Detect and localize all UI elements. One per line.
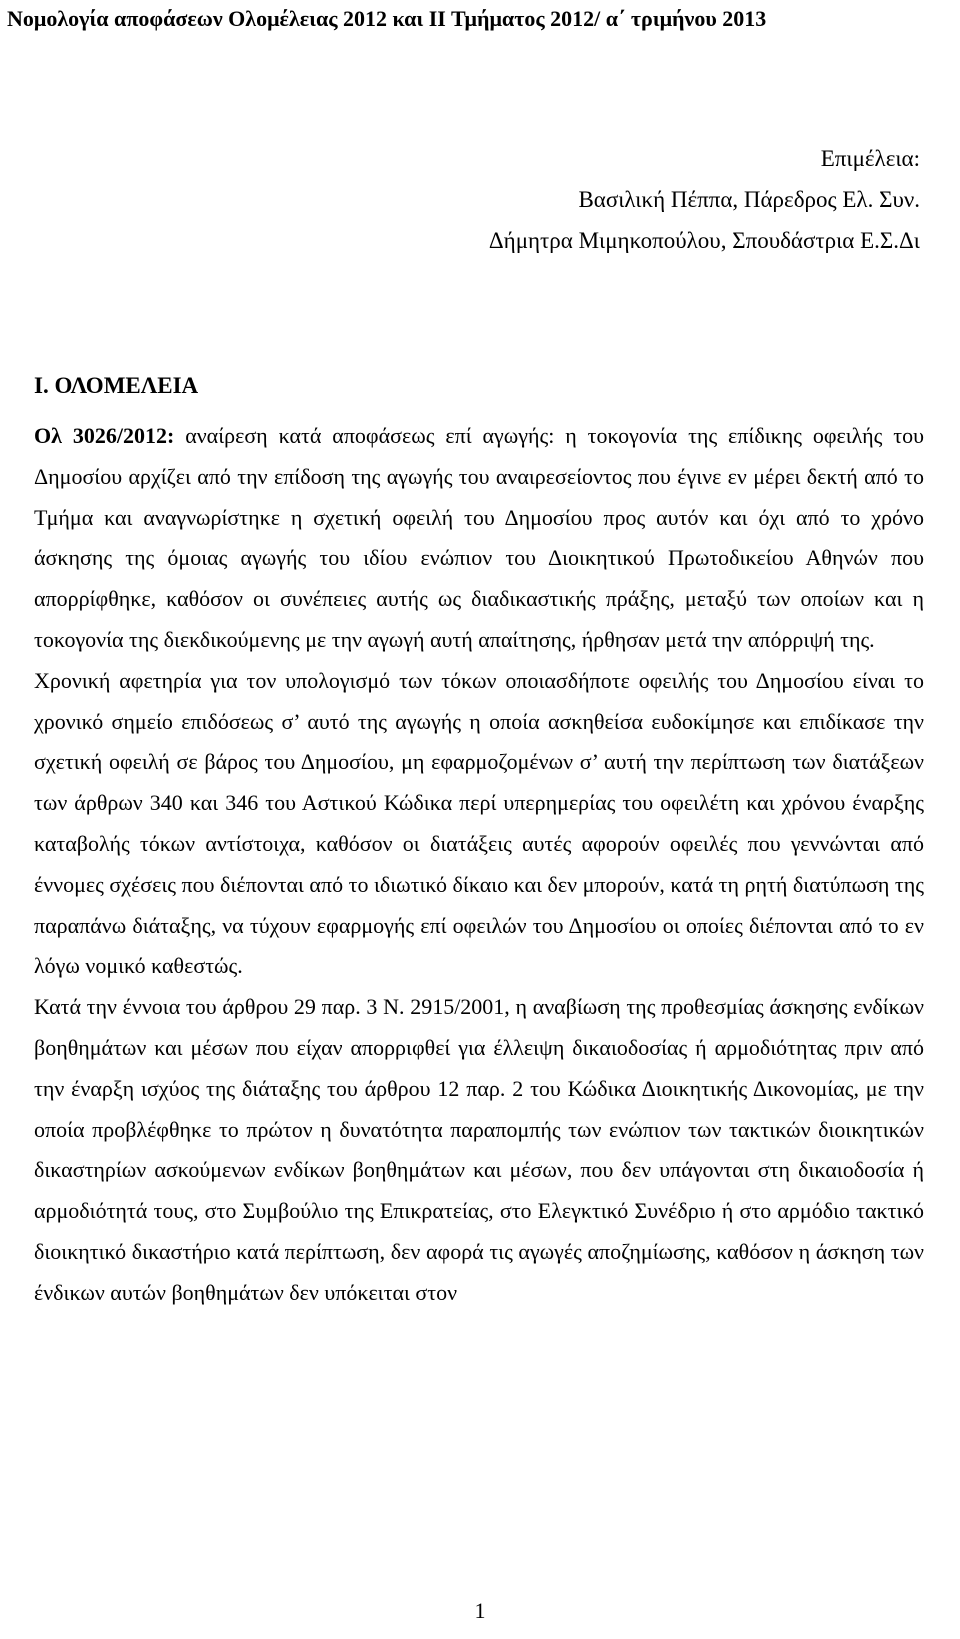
decision-reference: Ολ 3026/2012:: [34, 423, 175, 448]
credits-heading: Επιμέλεια:: [820, 146, 920, 171]
paragraph-decision: [34, 416, 924, 661]
document-title: Νομολογία αποφάσεων Ολομέλειας 2012 και ΙΙ Τμήματος 2012/ α΄ τριμήνου 2013: [7, 6, 767, 31]
credits-block: [489, 138, 920, 261]
paragraph-text: Κατά την έννοια του άρθρου 29 παρ. 3 Ν. 2915/2001, η αναβίωση της προθεσμίας άσκησης ενδίκων βοηθημάτων και μέσων που είχαν απορριφθεί για έλλειψη δικαιοδοσίας ή αρμοδιότητας πριν από την έναρξη ισχύος της διάταξης του άρθρου 12 παρ. 2 του Κώδικα Διοικητικής Δικονομίας, με την οποία προβλέφθηκε το πρώτον η δυνατότητα παραπομπής των ενώπιον των τακτικών διοικητικών δικαστηρίων ασκούμενων ενδίκων βοηθημάτων και μέσων, που δεν υπάγονται στη δικαιοδοσία ή αρμοδιότητά τους, στο Συμβούλιο της Επικρατείας, στο Ελεγκτικό Συνέδριο ή στο αρμόδιο τακτικό διοικητικό δικαστήριο κατά περίπτωση, δεν αφορά τις αγωγές αποζημίωσης, καθόσον η άσκηση των ένδικων αυτών βοηθημάτων δεν υπόκειται στον: [34, 994, 924, 1305]
credits-editor-2: Δήμητρα Μιμηκοπούλου, Σπουδάστρια Ε.Σ.Δι: [488, 228, 920, 253]
paragraph: [34, 661, 924, 987]
document-body: [34, 370, 924, 1314]
paragraph-text: Χρονική αφετηρία για τον υπολογισμό των τόκων οποιασδήποτε οφειλής του Δημοσίου είναι το χρονικό σημείο επιδόσεως σ’ αυτό της αγωγής η οποία ασκηθείσα ευδοκίμησε και επιδίκασε την σχετική οφειλή σε βάρος του Δημοσίου, μη εφαρμοζομένων σ’ αυτή την περίπτωση των διατάξεων των άρθρων 340 και 346 του Αστικού Κώδικα περί υπερημερίας του οφειλέτη και χρόνου έναρξης καταβολής τόκων αντίστοιχα, καθόσον οι διατάξεις αυτές αφορούν οφειλές που γεννώνται από έννομες σχέσεις που διέπονται από το ιδιωτικό δίκαιο και δεν μπορούν, κατά τη ρητή διατύπωση της παραπάνω διάταξης, να τύχουν εφαρμογής επί οφειλών του Δημοσίου οι οποίες διέπονται από το εν λόγω νομικό καθεστώς.: [34, 667, 924, 979]
paragraph: [34, 987, 924, 1313]
page-number: 1: [474, 1598, 486, 1623]
section-heading: Ι. ΟΛΟΜΕΛΕΙΑ: [34, 373, 199, 398]
paragraph-text: αναίρεση κατά αποφάσεως επί αγωγής: η τοκογονία της επίδικης οφειλής του Δημοσίου αρχίζει από την επίδοση της αγωγής του αναιρεσείοντος που έγινε εν μέρει δεκτή από το Τμήμα και αναγνωρίστηκε η σχετική οφειλή του Δημοσίου προς αυτόν και όχι από το χρόνο άσκησης της όμοιας αγωγής του ιδίου ενώπιον του Διοικητικού Πρωτοδικείου Αθηνών που απορρίφθηκε, καθόσον οι συνέπειες αυτής ως διαδικαστικής πράξης, μεταξύ των οποίων και η τοκογονία της διεκδικούμενης με την αγωγή αυτή απαίτησης, ήρθησαν μετά την απόρριψή της.: [34, 423, 925, 652]
credits-editor-1: Βασιλική Πέππα, Πάρεδρος Ελ. Συν.: [578, 187, 920, 212]
